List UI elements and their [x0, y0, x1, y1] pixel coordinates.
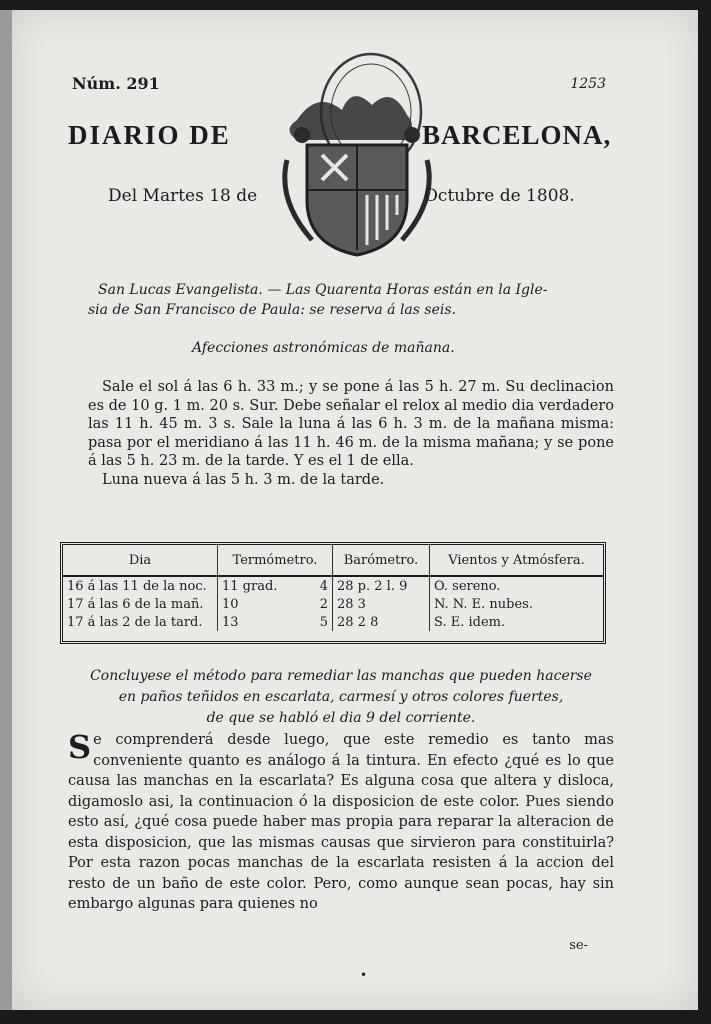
- moon-phase: Luna nueva á las 5 h. 3 m. de la tarde.: [102, 471, 385, 488]
- cell-baro: 28 p. 2 l. 9: [333, 576, 430, 595]
- saints-line-1: San Lucas Evangelista. — Las Quarenta Horas están en la Igle-: [98, 282, 548, 298]
- article-heading-line-1: Concluyese el método para remediar las manchas que pueden hacerse: [90, 668, 592, 684]
- weather-table: [60, 542, 606, 644]
- cell-baro: 28 2 8: [333, 613, 430, 631]
- col-vientos: Vientos y Atmósfera.: [430, 545, 604, 576]
- issue-number: Núm. 291: [72, 74, 160, 93]
- cell-vientos: N. N. E. nubes.: [434, 596, 533, 612]
- coat-of-arms-stamp: [267, 50, 447, 264]
- cell-vientos: S. E. idem.: [434, 614, 506, 630]
- col-termometro: Termómetro.: [218, 545, 333, 576]
- date-left: Del Martes 18 de: [108, 186, 258, 206]
- saints-line-2: sia de San Francisco de Paula: se reserva á las seis.: [88, 302, 456, 318]
- cell-dia: 17 á las 6 de la mañ.: [63, 595, 218, 613]
- table-row: [63, 613, 603, 631]
- astronomy-paragraph: Sale el sol á las 6 h. 33 m.; y se pone á las 5 h. 27 m. Su declinacion es de 10 g. 1 m. 20 s. Sur. Debe señalar el relox al medio dia verdadero las 11 h. 45 m. 3 s. Sale la luna á las 6 h. 3 m. de la mañana misma: pasa por el meridiano á las 11 h. 46 m. de la misma mañana; y se pone á las 5 h. 23 m. de la tarde. Y es el 1 de ella.: [88, 379, 614, 469]
- termo-frac: 2: [319, 596, 328, 612]
- masthead-title-left: DIARIO DE: [68, 120, 231, 150]
- masthead-title-right: BARCELONA,: [422, 120, 612, 150]
- newspaper-page: [12, 10, 698, 1010]
- printer-mark: •: [360, 968, 368, 982]
- cell-dia: 17 á las 2 de la tard.: [63, 613, 218, 631]
- cell-termo: [218, 613, 333, 631]
- termo-value: 11 grad.: [222, 578, 278, 594]
- cell-termo: [218, 576, 333, 595]
- cell-vientos: O. sereno.: [434, 578, 501, 594]
- termo-value: 10: [222, 596, 239, 612]
- cell-baro: 28 3: [333, 595, 430, 613]
- termo-frac: 5: [319, 614, 328, 630]
- article-text: e comprenderá desde luego, que este remedio es tanto mas conveniente quanto es análogo á la tintura. En efecto ¿qué es lo que causa las manchas en la escarlata? Es alguna cosa que altera y disloca, digamoslo asi, la continuacion ó la disposicion de este color. Pues siendo esto así, ¿qué cosa puede haber mas propia para reparar la alteracion de esta disposicion, que las mismas causas que sirvieron para constituirla? Por esta razon pocas manchas de la escarlata resisten á la accion del resto de un baño de este color. Pero, como aunque sean pocas, hay sin embargo algunas para quienes no: [68, 732, 614, 912]
- astronomy-section: [88, 378, 614, 489]
- table-row: [63, 576, 603, 595]
- astronomy-heading: Afecciones astronómicas de mañana.: [192, 340, 455, 356]
- saints-notice: [88, 280, 612, 320]
- cell-dia: 16 á las 11 de la noc.: [63, 576, 218, 595]
- date-right: Octubre de 1808.: [424, 186, 575, 206]
- table-header-row: [63, 545, 603, 576]
- table-row: [63, 595, 603, 613]
- cell-termo: [218, 595, 333, 613]
- drop-cap: S: [68, 728, 92, 766]
- col-barometro: Barómetro.: [333, 545, 430, 576]
- article-heading: [68, 666, 614, 729]
- page-number: 1253: [570, 76, 606, 92]
- catchword: se-: [569, 938, 588, 953]
- termo-value: 13: [222, 614, 239, 630]
- article-heading-line-3: de que se habló el dia 9 del corriente.: [206, 710, 476, 726]
- termo-frac: 4: [319, 578, 328, 594]
- article-body: [68, 730, 614, 915]
- article-heading-line-2: en paños teñidos en escarlata, carmesí y otros colores fuertes,: [118, 689, 564, 705]
- col-dia: Dia: [63, 545, 218, 576]
